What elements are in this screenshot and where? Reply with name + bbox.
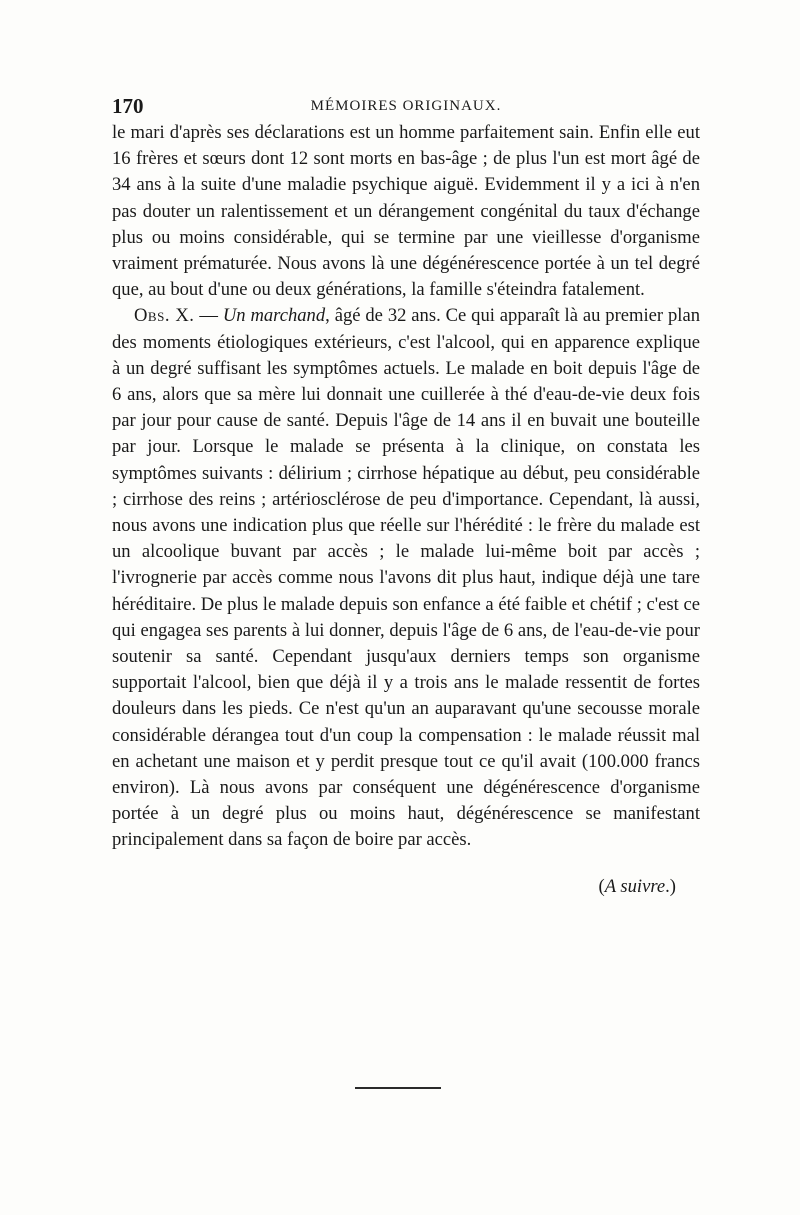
observation-dash: — <box>194 305 223 327</box>
document-page <box>112 94 700 898</box>
body-text <box>112 120 700 854</box>
page-number: 170 <box>112 94 144 118</box>
continuation-text: A suivre <box>604 875 666 897</box>
end-rule <box>355 1087 441 1089</box>
observation-text: , âgé de 32 ans. Ce qui apparaît là au premier plan des moments étiologiques extérieurs, c'est l'alcool, qui en apparence explique à un degré suffisant les symptômes actuels. Le malade en boit depuis l'âge de 6 ans, alors que sa mère lui donnait une cuillerée à thé d'eau-de-vie deux fois par jour pour cause de santé. Depuis l'âge de 14 ans il en buvait une bouteille par jour. Lorsque le malade se présenta à la clinique, on constata les symptômes suivants : délirium ; cirrhose hépatique au début, peu considérable ; cirrhose des reins ; artériosclérose de peu d'importance. Cependant, là aussi, nous avons une indication plus que réelle sur l'hérédité : le frère du malade est un alcoolique buvant par accès ; le malade lui-même boit par accès ; l'ivrognerie par accès comme nous l'avons dit plus haut, indique déjà une tare héréditaire. De plus le malade depuis son enfance a été faible et chétif ; c'est ce qui engagea ses parents à lui donner, depuis l'âge de 6 ans, de l'eau-de-vie pour soutenir sa santé. Cependant jusqu'aux derniers temps son organisme supportait l'alcool, bien que déjà il y a trois ans le malade ressentit de fortes douleurs dans les pieds. Ce n'est qu'un an auparavant qu'une secousse morale considérable dérangea tout d'un coup la compensation : le malade réussit mal en achetant une maison et y perdit presque tout ce qu'il avait (100.000 francs environ). Là nous avons par conséquent une dégénérescence d'organisme portée à un degré plus ou moins haut, dégénérescence se manifestant principalement dans sa façon de boire par accès. <box>112 305 701 851</box>
observation-paragraph <box>112 303 700 853</box>
observation-label: Obs. X. <box>134 305 195 327</box>
observation-subject: Un marchand <box>222 305 326 327</box>
running-title: MÉMOIRES ORIGINAUX. <box>310 98 502 114</box>
continuation-close: .) <box>665 875 676 897</box>
paragraph-continued: le mari d'après ses déclarations est un homme parfaitement sain. Enfin elle eut 16 frères et sœurs dont 12 sont morts en bas-âge ; de plus l'un est mort âgé de 34 ans à la suite d'une maladie psychique aiguë. Evidemment il y a ici à n'en pas douter un ralentissement et un dérangement congénital du taux d'échange plus ou moins considérable, qui se termine par une vieillesse d'organisme vraiment prématurée. Nous avons là une dégénérescence portée à un tel degré que, au bout d'une ou deux générations, la famille s'éteindra fatalement. <box>112 122 700 301</box>
page-header <box>112 94 700 120</box>
continuation-open: ( <box>598 875 605 897</box>
to-be-continued <box>112 876 700 898</box>
